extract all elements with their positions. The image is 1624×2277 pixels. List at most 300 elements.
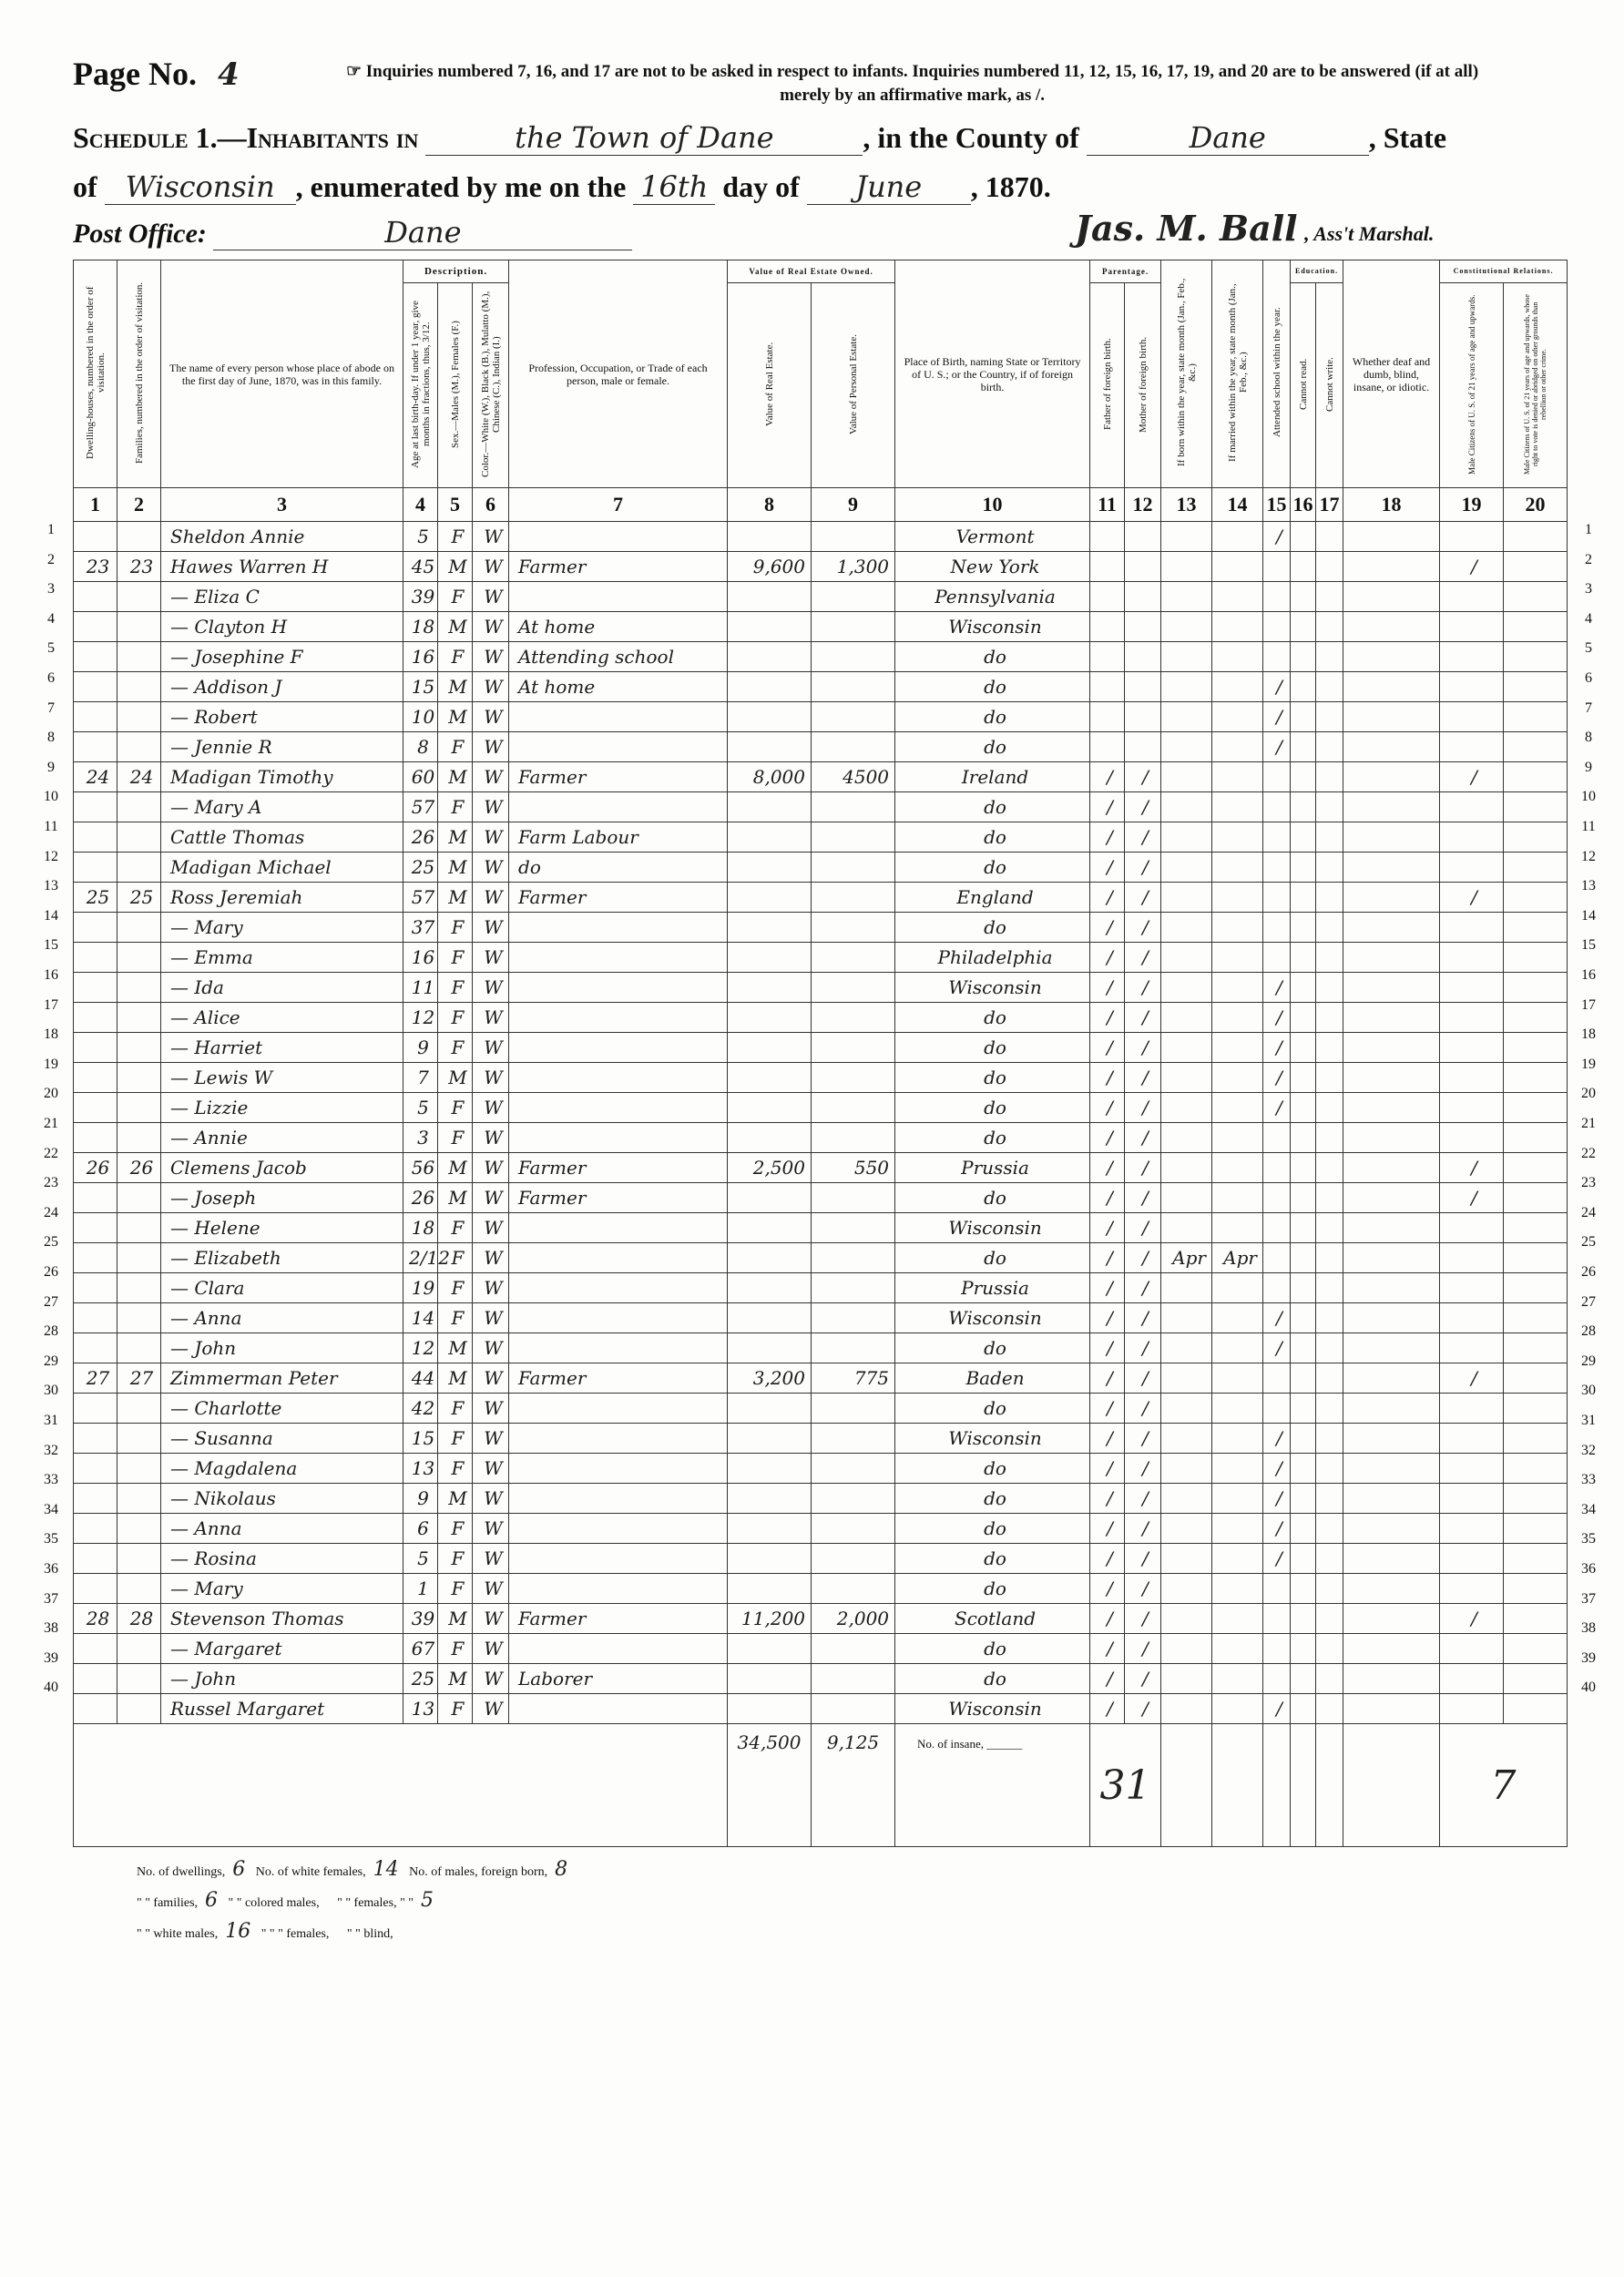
line-number: 20 xyxy=(44,1086,58,1102)
cell-person-name: — Mary xyxy=(161,913,403,943)
cell-birth-month xyxy=(1161,913,1212,943)
cell-birth-month xyxy=(1161,943,1212,973)
cell-birthplace: do xyxy=(895,853,1090,883)
cell-cannot-write xyxy=(1316,1183,1343,1213)
place-field: the Town of Dane xyxy=(425,120,863,156)
column-number-15: 15 xyxy=(1263,488,1291,522)
cell-attended-school xyxy=(1263,1574,1291,1604)
cell-male-citizen xyxy=(1440,1484,1504,1514)
cell-sex: M xyxy=(438,1363,473,1394)
cell-real-estate-value xyxy=(728,582,812,612)
cell-birthplace: Ireland xyxy=(895,762,1090,792)
cell-real-estate-value xyxy=(728,1063,812,1093)
schedule-line xyxy=(73,120,1446,156)
cell-attended-school: / xyxy=(1263,672,1291,702)
line-number: 1 xyxy=(1585,522,1592,537)
line-number: 35 xyxy=(44,1531,58,1547)
line-number: 10 xyxy=(1581,789,1596,805)
table-row xyxy=(74,1063,1568,1093)
cell-disability xyxy=(1343,1123,1440,1153)
cell-person-name: Ross Jeremiah xyxy=(161,883,403,913)
cell-occupation xyxy=(509,522,728,552)
cell-married-month xyxy=(1212,1303,1263,1333)
cell-birth-month xyxy=(1161,1003,1212,1033)
cell-disability xyxy=(1343,1333,1440,1363)
cell-married-month xyxy=(1212,853,1263,883)
cell-vote-denied xyxy=(1504,1514,1568,1544)
column-number-12: 12 xyxy=(1125,488,1161,522)
line-number: 28 xyxy=(1581,1323,1596,1340)
day-field: 16th xyxy=(633,169,715,205)
cell-married-month xyxy=(1212,1394,1263,1424)
cell-birth-month xyxy=(1161,612,1212,642)
cell-vote-denied xyxy=(1504,642,1568,672)
cell-male-citizen xyxy=(1440,1003,1504,1033)
cell-dwelling-number xyxy=(74,792,117,822)
table-row xyxy=(74,1544,1568,1574)
white-males-label: " " white males, xyxy=(137,1927,219,1941)
summary-row xyxy=(74,1724,1568,1847)
cell-real-estate-value: 11,200 xyxy=(728,1604,812,1634)
cell-birth-month xyxy=(1161,1484,1212,1514)
cell-disability xyxy=(1343,1033,1440,1063)
line-number: 9 xyxy=(47,759,55,775)
cell-married-month xyxy=(1212,702,1263,732)
col-header-real-estate: Value of Real Estate. xyxy=(728,283,812,488)
cell-family-number xyxy=(117,672,161,702)
cell-mother-foreign: / xyxy=(1125,822,1161,853)
cell-married-month xyxy=(1212,973,1263,1003)
table-row xyxy=(74,762,1568,792)
summary-personal-estate-total: 9,125 xyxy=(812,1724,895,1847)
cell-birth-month xyxy=(1161,792,1212,822)
cell-person-name: — Anna xyxy=(161,1514,403,1544)
cell-married-month xyxy=(1212,1213,1263,1243)
cell-personal-estate-value xyxy=(812,883,895,913)
cell-dwelling-number xyxy=(74,1574,117,1604)
cell-birthplace: Wisconsin xyxy=(895,612,1090,642)
table-row xyxy=(74,1604,1568,1634)
cell-occupation: Farmer xyxy=(509,552,728,582)
cell-birthplace: Prussia xyxy=(895,1153,1090,1183)
cell-color: W xyxy=(473,672,509,702)
cell-person-name: — Helene xyxy=(161,1213,403,1243)
cell-cannot-write xyxy=(1316,1333,1343,1363)
cell-vote-denied xyxy=(1504,822,1568,853)
cell-sex: F xyxy=(438,1003,473,1033)
cell-occupation xyxy=(509,1574,728,1604)
cell-occupation xyxy=(509,943,728,973)
cell-mother-foreign: / xyxy=(1125,1093,1161,1123)
colored-males-label: " " colored males, xyxy=(228,1896,320,1910)
cell-mother-foreign: / xyxy=(1125,1604,1161,1634)
cell-cannot-read xyxy=(1291,1213,1316,1243)
cell-attended-school xyxy=(1263,1394,1291,1424)
cell-real-estate-value xyxy=(728,1033,812,1063)
cell-male-citizen xyxy=(1440,822,1504,853)
cell-attended-school xyxy=(1263,883,1291,913)
cell-disability xyxy=(1343,1694,1440,1724)
cell-family-number xyxy=(117,1664,161,1694)
line-number: 15 xyxy=(44,937,58,954)
cell-dwelling-number xyxy=(74,1484,117,1514)
cell-mother-foreign: / xyxy=(1125,943,1161,973)
insane-label: No. of insane, xyxy=(917,1737,984,1751)
cell-mother-foreign: / xyxy=(1125,1063,1161,1093)
cell-married-month xyxy=(1212,822,1263,853)
table-row xyxy=(74,1664,1568,1694)
cell-father-foreign: / xyxy=(1090,792,1125,822)
col-header-mother-foreign: Mother of foreign birth. xyxy=(1125,283,1161,488)
cell-occupation xyxy=(509,1454,728,1484)
cell-real-estate-value xyxy=(728,672,812,702)
cell-attended-school xyxy=(1263,1273,1291,1303)
cell-real-estate-value xyxy=(728,612,812,642)
cell-age: 18 xyxy=(403,612,438,642)
cell-father-foreign: / xyxy=(1090,1273,1125,1303)
cell-dwelling-number xyxy=(74,1454,117,1484)
cell-attended-school xyxy=(1263,1243,1291,1273)
cell-sex: F xyxy=(438,792,473,822)
cell-disability xyxy=(1343,642,1440,672)
line-number: 1 xyxy=(47,522,55,537)
cell-male-citizen xyxy=(1440,1093,1504,1123)
cell-age: 12 xyxy=(403,1003,438,1033)
col-header-sex: Sex.—Males (M.), Females (F.) xyxy=(438,283,473,488)
cell-birthplace: do xyxy=(895,913,1090,943)
cell-birth-month xyxy=(1161,582,1212,612)
line-number: 26 xyxy=(44,1264,58,1280)
cell-attended-school xyxy=(1263,1634,1291,1664)
cell-family-number xyxy=(117,522,161,552)
cell-vote-denied xyxy=(1504,1694,1568,1724)
cell-cannot-read xyxy=(1291,522,1316,552)
cell-sex: F xyxy=(438,1574,473,1604)
cell-personal-estate-value xyxy=(812,1063,895,1093)
cell-family-number: 24 xyxy=(117,762,161,792)
cell-color: W xyxy=(473,822,509,853)
cell-cannot-read xyxy=(1291,732,1316,762)
group-header-description: Description. xyxy=(403,260,509,283)
cell-mother-foreign: / xyxy=(1125,1664,1161,1694)
line-number: 40 xyxy=(1581,1680,1596,1696)
cell-occupation xyxy=(509,1033,728,1063)
families-value: 6 xyxy=(205,1889,219,1912)
cell-attended-school: / xyxy=(1263,1093,1291,1123)
cell-birth-month xyxy=(1161,762,1212,792)
cell-attended-school: / xyxy=(1263,1694,1291,1724)
cell-cannot-read xyxy=(1291,582,1316,612)
cell-mother-foreign xyxy=(1125,612,1161,642)
table-row xyxy=(74,582,1568,612)
line-number: 3 xyxy=(47,581,55,597)
cell-birth-month xyxy=(1161,1394,1212,1424)
cell-cannot-read xyxy=(1291,1123,1316,1153)
cell-attended-school: / xyxy=(1263,1544,1291,1574)
summary-citizens-total: 7 xyxy=(1440,1724,1568,1847)
cell-occupation xyxy=(509,1484,728,1514)
cell-married-month xyxy=(1212,1333,1263,1363)
cell-mother-foreign: / xyxy=(1125,1694,1161,1724)
cell-real-estate-value xyxy=(728,1243,812,1273)
cell-attended-school xyxy=(1263,822,1291,853)
cell-father-foreign: / xyxy=(1090,943,1125,973)
cell-family-number xyxy=(117,1213,161,1243)
cell-father-foreign: / xyxy=(1090,1514,1125,1544)
cell-mother-foreign: / xyxy=(1125,1514,1161,1544)
cell-birth-month xyxy=(1161,1544,1212,1574)
line-number: 36 xyxy=(1581,1561,1596,1577)
cell-attended-school xyxy=(1263,853,1291,883)
table-row xyxy=(74,1153,1568,1183)
cell-age: 39 xyxy=(403,582,438,612)
cell-family-number xyxy=(117,913,161,943)
col-header-personal-estate: Value of Personal Estate. xyxy=(812,283,895,488)
cell-married-month xyxy=(1212,672,1263,702)
cell-occupation: Farmer xyxy=(509,1153,728,1183)
column-number-16: 16 xyxy=(1291,488,1316,522)
cell-married-month xyxy=(1212,1063,1263,1093)
cell-male-citizen xyxy=(1440,792,1504,822)
cell-vote-denied xyxy=(1504,732,1568,762)
cell-dwelling-number xyxy=(74,1273,117,1303)
cell-married-month xyxy=(1212,1454,1263,1484)
cell-personal-estate-value xyxy=(812,1033,895,1063)
summary-insane-cell: No. of insane, ______ xyxy=(895,1724,1090,1847)
cell-occupation xyxy=(509,1694,728,1724)
line-number: 5 xyxy=(47,640,55,657)
cell-sex: F xyxy=(438,732,473,762)
cell-personal-estate-value xyxy=(812,1514,895,1544)
cell-age: 39 xyxy=(403,1604,438,1634)
line-number: 11 xyxy=(1581,819,1596,834)
cell-attended-school xyxy=(1263,1363,1291,1394)
cell-personal-estate-value: 2,000 xyxy=(812,1604,895,1634)
cell-cannot-read xyxy=(1291,1333,1316,1363)
notice-line-1: ☞ Inquiries numbered 7, 16, and 17 are not to be asked in respect to infants. Inquiries numbered 11, 12, 15, 16, 17, 19, and 20 are to be answered (if at all) xyxy=(346,62,1479,81)
cell-personal-estate-value xyxy=(812,973,895,1003)
cell-cannot-read xyxy=(1291,1574,1316,1604)
line-number: 19 xyxy=(44,1056,58,1072)
cell-occupation: At home xyxy=(509,612,728,642)
cell-sex: F xyxy=(438,1303,473,1333)
cell-father-foreign: / xyxy=(1090,1574,1125,1604)
column-number-2: 2 xyxy=(117,488,161,522)
cell-personal-estate-value xyxy=(812,1664,895,1694)
line-number: 13 xyxy=(1581,878,1596,894)
cell-occupation xyxy=(509,1514,728,1544)
cell-disability xyxy=(1343,1153,1440,1183)
cell-mother-foreign: / xyxy=(1125,1544,1161,1574)
cell-father-foreign: / xyxy=(1090,1183,1125,1213)
cell-sex: F xyxy=(438,1243,473,1273)
line-number: 29 xyxy=(1581,1353,1596,1369)
table-row xyxy=(74,1333,1568,1363)
cell-occupation xyxy=(509,732,728,762)
cell-cannot-read xyxy=(1291,672,1316,702)
cell-cannot-write xyxy=(1316,702,1343,732)
col-header-occupation: Profession, Occupation, or Trade of each person, male or female. xyxy=(509,260,728,488)
table-row xyxy=(74,1273,1568,1303)
line-number: 34 xyxy=(1581,1501,1596,1517)
cell-sex: F xyxy=(438,642,473,672)
cell-married-month xyxy=(1212,762,1263,792)
cell-sex: M xyxy=(438,1664,473,1694)
cell-real-estate-value xyxy=(728,822,812,853)
column-number-1: 1 xyxy=(74,488,117,522)
cell-person-name: Russel Margaret xyxy=(161,1694,403,1724)
cell-personal-estate-value xyxy=(812,1303,895,1333)
cell-vote-denied xyxy=(1504,1544,1568,1574)
cell-vote-denied xyxy=(1504,1424,1568,1454)
cell-family-number: 28 xyxy=(117,1604,161,1634)
cell-dwelling-number xyxy=(74,702,117,732)
cell-family-number xyxy=(117,792,161,822)
line-number: 24 xyxy=(44,1204,58,1220)
cell-disability xyxy=(1343,1574,1440,1604)
cell-disability xyxy=(1343,552,1440,582)
cell-sex: M xyxy=(438,1063,473,1093)
cell-occupation xyxy=(509,1394,728,1424)
cell-color: W xyxy=(473,1333,509,1363)
line-number: 21 xyxy=(1581,1116,1596,1131)
line-number: 40 xyxy=(44,1680,58,1696)
cell-vote-denied xyxy=(1504,1574,1568,1604)
cell-family-number xyxy=(117,1694,161,1724)
cell-personal-estate-value xyxy=(812,1484,895,1514)
cell-disability xyxy=(1343,1394,1440,1424)
cell-sex: M xyxy=(438,1153,473,1183)
cell-real-estate-value: 3,200 xyxy=(728,1363,812,1394)
cell-occupation: At home xyxy=(509,672,728,702)
cell-cannot-read xyxy=(1291,1604,1316,1634)
page-number-line xyxy=(73,55,240,93)
cell-disability xyxy=(1343,943,1440,973)
cell-cannot-write xyxy=(1316,552,1343,582)
cell-age: 12 xyxy=(403,1333,438,1363)
cell-family-number: 27 xyxy=(117,1363,161,1394)
cell-cannot-write xyxy=(1316,1664,1343,1694)
line-number: 31 xyxy=(1581,1413,1596,1428)
cell-birth-month xyxy=(1161,1033,1212,1063)
cell-male-citizen xyxy=(1440,1033,1504,1063)
cell-mother-foreign: / xyxy=(1125,913,1161,943)
line-number: 23 xyxy=(1581,1175,1596,1191)
cell-person-name: — Clara xyxy=(161,1273,403,1303)
cell-color: W xyxy=(473,1183,509,1213)
cell-birthplace: do xyxy=(895,792,1090,822)
cell-dwelling-number: 24 xyxy=(74,762,117,792)
col-header-school: Attended school within the year. xyxy=(1263,260,1291,488)
cell-married-month xyxy=(1212,642,1263,672)
cell-age: 3 xyxy=(403,1123,438,1153)
cell-personal-estate-value xyxy=(812,1243,895,1273)
cell-attended-school: / xyxy=(1263,1484,1291,1514)
column-number-7: 7 xyxy=(509,488,728,522)
cell-age: 18 xyxy=(403,1213,438,1243)
table-row xyxy=(74,702,1568,732)
cell-dwelling-number xyxy=(74,1033,117,1063)
cell-occupation: Attending school xyxy=(509,642,728,672)
cell-dwelling-number: 23 xyxy=(74,552,117,582)
cell-male-citizen xyxy=(1440,612,1504,642)
cell-disability xyxy=(1343,853,1440,883)
cell-age: 2/12 xyxy=(403,1243,438,1273)
cell-age: 60 xyxy=(403,762,438,792)
column-number-6: 6 xyxy=(473,488,509,522)
cell-mother-foreign: / xyxy=(1125,1634,1161,1664)
line-number: 5 xyxy=(1585,640,1592,657)
cell-sex: F xyxy=(438,1093,473,1123)
cell-real-estate-value xyxy=(728,1484,812,1514)
cell-sex: M xyxy=(438,672,473,702)
cell-birthplace: Vermont xyxy=(895,522,1090,552)
cell-cannot-read xyxy=(1291,973,1316,1003)
cell-dwelling-number xyxy=(74,1243,117,1273)
cell-father-foreign: / xyxy=(1090,1093,1125,1123)
cell-attended-school xyxy=(1263,582,1291,612)
cell-occupation xyxy=(509,1243,728,1273)
cell-birth-month xyxy=(1161,883,1212,913)
blind-label: " " blind, xyxy=(346,1927,393,1941)
cell-father-foreign: / xyxy=(1090,1664,1125,1694)
cell-occupation xyxy=(509,1063,728,1093)
females-foreign-value: 5 xyxy=(421,1889,434,1912)
cell-occupation xyxy=(509,1093,728,1123)
cell-birth-month: Apr xyxy=(1161,1243,1212,1273)
cell-married-month xyxy=(1212,1363,1263,1394)
cell-dwelling-number xyxy=(74,1634,117,1664)
cell-male-citizen: / xyxy=(1440,1363,1504,1394)
year-label: , 1870. xyxy=(970,170,1051,203)
cell-mother-foreign: / xyxy=(1125,1183,1161,1213)
cell-person-name: Madigan Timothy xyxy=(161,762,403,792)
cell-cannot-write xyxy=(1316,1273,1343,1303)
cell-personal-estate-value xyxy=(812,1093,895,1123)
cell-real-estate-value xyxy=(728,1694,812,1724)
cell-family-number: 25 xyxy=(117,883,161,913)
table-row xyxy=(74,552,1568,582)
cell-male-citizen xyxy=(1440,1303,1504,1333)
line-number: 17 xyxy=(44,996,58,1013)
cell-birth-month xyxy=(1161,853,1212,883)
cell-father-foreign: / xyxy=(1090,913,1125,943)
cell-married-month xyxy=(1212,1003,1263,1033)
cell-dwelling-number xyxy=(74,943,117,973)
cell-color: W xyxy=(473,853,509,883)
cell-family-number xyxy=(117,732,161,762)
cell-attended-school xyxy=(1263,1123,1291,1153)
cell-real-estate-value xyxy=(728,883,812,913)
cell-attended-school xyxy=(1263,1664,1291,1694)
cell-occupation: Farm Labour xyxy=(509,822,728,853)
cell-sex: M xyxy=(438,702,473,732)
cell-occupation xyxy=(509,1273,728,1303)
cell-father-foreign: / xyxy=(1090,1544,1125,1574)
cell-family-number xyxy=(117,1454,161,1484)
cell-sex: F xyxy=(438,1634,473,1664)
cell-family-number xyxy=(117,943,161,973)
cell-mother-foreign: / xyxy=(1125,1273,1161,1303)
cell-vote-denied xyxy=(1504,1303,1568,1333)
cell-vote-denied xyxy=(1504,1063,1568,1093)
line-number: 6 xyxy=(1585,670,1592,686)
line-number: 32 xyxy=(44,1442,58,1458)
cell-birthplace: do xyxy=(895,642,1090,672)
cell-birth-month xyxy=(1161,1333,1212,1363)
column-number-10: 10 xyxy=(895,488,1090,522)
line-number: 38 xyxy=(1581,1620,1596,1637)
